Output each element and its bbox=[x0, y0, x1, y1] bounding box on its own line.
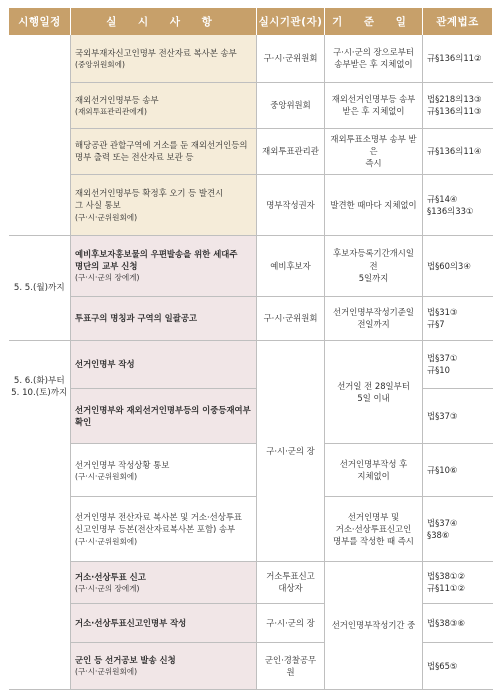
task-text: 거소·선상투표 신고 bbox=[75, 571, 146, 582]
law-cell bbox=[423, 444, 493, 496]
task-cell bbox=[71, 174, 257, 235]
task-sub: (구·시·군위원회에) bbox=[75, 471, 138, 481]
task-sub: (구·시·군의 장에게) bbox=[75, 584, 140, 593]
table-row bbox=[9, 128, 493, 174]
law-text: 법§37① bbox=[427, 353, 458, 364]
standard-text: 거소·선상투표신고인 bbox=[335, 523, 412, 534]
date-cell-continued bbox=[9, 35, 71, 235]
task-text: 그 사실 통보 bbox=[75, 200, 121, 211]
standard-cell bbox=[325, 35, 423, 82]
task-text: 재외선거인명부등 확정후 오기 등 발견시 bbox=[75, 188, 224, 199]
table-row bbox=[9, 296, 493, 340]
task-text: 선거인명부 작성상황 통보 bbox=[75, 459, 170, 470]
law-cell bbox=[423, 296, 493, 340]
task-cell bbox=[71, 603, 257, 642]
task-sub: (중앙위원회에) bbox=[75, 59, 125, 69]
law-text: 규§14④ bbox=[427, 193, 458, 204]
standard-cell bbox=[325, 444, 423, 496]
law-cell bbox=[423, 174, 493, 235]
agency-cell bbox=[257, 174, 325, 235]
agency-text: 거소투표신고 bbox=[266, 571, 315, 582]
agency-text: 재외투표관리관 bbox=[262, 146, 319, 157]
agency-text: 군인·경찰공무원 bbox=[264, 654, 317, 677]
standard-text: 발견한 때마다 지체없이 bbox=[330, 199, 417, 210]
law-text: 규§11①② bbox=[427, 583, 465, 594]
law-cell bbox=[423, 642, 493, 689]
standard-text: 받은 후 지체없이 bbox=[342, 106, 405, 117]
agency-text: 명부작성권자 bbox=[266, 199, 315, 210]
task-text: 군인 등 선거공보 발송 신청 bbox=[75, 655, 176, 666]
table-row bbox=[9, 496, 493, 561]
election-schedule-page bbox=[8, 8, 492, 690]
standard-text: 선거인명부작성기간 중 bbox=[331, 620, 416, 631]
law-text: 법§60의3④ bbox=[427, 260, 471, 271]
standard-cell bbox=[325, 296, 423, 340]
standard-text: 명부를 작성한 때 즉시 bbox=[333, 536, 414, 547]
agency-cell bbox=[257, 603, 325, 642]
table-header-row bbox=[9, 8, 493, 35]
law-text: 법§218의13③ bbox=[427, 94, 482, 105]
standard-cell bbox=[325, 174, 423, 235]
standard-text: 송부받은 후 지체없이 bbox=[334, 59, 413, 70]
agency-text: 중앙위원회 bbox=[270, 100, 311, 111]
header-task: 실 시 사 항 bbox=[71, 8, 257, 35]
law-cell bbox=[423, 388, 493, 444]
task-cell bbox=[71, 35, 257, 82]
table-row bbox=[9, 340, 493, 388]
task-cell bbox=[71, 296, 257, 340]
header-agency: 실시기관(자) bbox=[257, 8, 325, 35]
task-text: 선거인명부와 재외선거인명부등의 이중등재여부 bbox=[75, 405, 251, 415]
task-cell bbox=[71, 128, 257, 174]
agency-cell bbox=[257, 296, 325, 340]
agency-cell bbox=[257, 340, 325, 561]
date-cell bbox=[9, 340, 71, 689]
law-text: 규§10 bbox=[427, 365, 450, 376]
standard-cell bbox=[325, 82, 423, 128]
law-text: 법§38③⑥ bbox=[427, 617, 465, 628]
agency-text: 구·시·군의 장 bbox=[266, 617, 315, 628]
standard-text: 즉시 bbox=[365, 158, 382, 169]
standard-text: 선거인명부작성 후 bbox=[339, 459, 408, 470]
task-text: 예비후보자홍보물의 우편발송을 위한 세대주 bbox=[75, 249, 238, 260]
table-row bbox=[9, 444, 493, 496]
task-sub: (구·시·군위원회에) bbox=[75, 536, 138, 546]
task-text: 국외부재자신고인명부 전산자료 복사본 송부 bbox=[75, 47, 237, 58]
agency-cell bbox=[257, 82, 325, 128]
law-text: 규§10⑥ bbox=[427, 465, 458, 476]
task-cell bbox=[71, 340, 257, 388]
agency-cell bbox=[257, 128, 325, 174]
task-cell bbox=[71, 444, 257, 496]
task-cell bbox=[71, 82, 257, 128]
agency-text: 구·시·군의 장 bbox=[266, 445, 315, 456]
law-text: §136의33① bbox=[427, 205, 474, 216]
task-cell bbox=[71, 235, 257, 296]
date-text: 5. 5.(월)까지 bbox=[13, 282, 65, 293]
task-text: 선거인명부 작성 bbox=[75, 359, 135, 370]
standard-text: 재외투표소명부 송부 받은 bbox=[330, 134, 417, 157]
law-cell bbox=[423, 340, 493, 388]
task-text: 재외선거인명부등 송부 bbox=[75, 94, 159, 105]
standard-text: 전일까지 bbox=[357, 319, 390, 330]
standard-text: 선거일 전 28일부터 bbox=[337, 380, 410, 391]
standard-cell bbox=[325, 235, 423, 296]
task-text: 투표구의 명칭과 구역의 일괄공고 bbox=[75, 313, 198, 324]
standard-text: 5일까지 bbox=[358, 272, 389, 283]
law-text: 규§7 bbox=[427, 319, 445, 330]
standard-cell bbox=[325, 561, 423, 689]
standard-text: 재외선거인명부등 송부 bbox=[331, 94, 416, 105]
agency-cell bbox=[257, 642, 325, 689]
standard-text: 지체없이 bbox=[357, 471, 390, 482]
table-row bbox=[9, 174, 493, 235]
date-text: 5. 6.(화)부터 bbox=[13, 375, 65, 386]
task-cell bbox=[71, 561, 257, 603]
law-text: 법§37③ bbox=[427, 411, 458, 422]
date-cell bbox=[9, 235, 71, 340]
agency-cell bbox=[257, 235, 325, 296]
table-row bbox=[9, 82, 493, 128]
table-row bbox=[9, 35, 493, 82]
law-text: 법§37④ bbox=[427, 517, 458, 528]
task-text: 확인 bbox=[75, 417, 92, 428]
standard-text: 선거인명부작성기준일 bbox=[333, 306, 414, 317]
date-text: 5. 10.(토)까지 bbox=[11, 388, 68, 399]
agency-text: 구·시·군위원회 bbox=[263, 313, 318, 324]
law-cell bbox=[423, 603, 493, 642]
standard-cell bbox=[325, 340, 423, 444]
table-row bbox=[9, 561, 493, 603]
table-row bbox=[9, 235, 493, 296]
law-text: 규§136의11③ bbox=[427, 106, 482, 117]
law-text: §38⑥ bbox=[427, 529, 450, 540]
agency-cell bbox=[257, 35, 325, 82]
task-cell bbox=[71, 642, 257, 689]
agency-text: 예비후보자 bbox=[270, 260, 311, 271]
task-cell bbox=[71, 496, 257, 561]
law-cell bbox=[423, 561, 493, 603]
agency-cell bbox=[257, 561, 325, 603]
law-text: 법§31③ bbox=[427, 306, 458, 317]
task-text: 신고인명부 등본(전산자료복사본 포함) 송부 bbox=[75, 524, 236, 535]
law-text: 규§136의11④ bbox=[427, 146, 482, 157]
law-cell bbox=[423, 35, 493, 82]
task-sub: (재외투표관리관에게) bbox=[75, 106, 147, 116]
task-sub: (구·시·군위원회에) bbox=[75, 212, 138, 222]
standard-cell bbox=[325, 128, 423, 174]
header-date: 시행일정 bbox=[9, 8, 71, 35]
task-text: 선거인명부 전산자료 복사본 및 거소·선상투표 bbox=[75, 512, 243, 523]
task-sub: (구·시·군의 장에게) bbox=[75, 273, 140, 283]
law-cell bbox=[423, 82, 493, 128]
standard-cell bbox=[325, 496, 423, 561]
standard-text: 후보자등록기간개시일 전 bbox=[333, 248, 414, 271]
header-law: 관계법조 bbox=[423, 8, 493, 35]
law-cell bbox=[423, 496, 493, 561]
task-text: 명단의 교부 신청 bbox=[75, 261, 138, 272]
law-text: 법§38①② bbox=[427, 571, 465, 582]
law-text: 법§65⑤ bbox=[427, 660, 458, 671]
task-text: 명부 출력 또는 전산자료 보관 등 bbox=[75, 152, 194, 163]
standard-text: 5일 이내 bbox=[357, 393, 390, 404]
election-schedule-table bbox=[8, 8, 493, 690]
standard-text: 선거인명부 및 bbox=[347, 511, 400, 522]
law-cell bbox=[423, 128, 493, 174]
task-cell bbox=[71, 388, 257, 444]
task-text: 거소·선상투표신고인명부 작성 bbox=[75, 617, 187, 628]
standard-text: 구·시·군의 장으로부터 bbox=[333, 47, 414, 58]
agency-text: 대상자 bbox=[278, 583, 303, 594]
task-text: 해당공관 관할구역에 거소를 둔 재외선거인등의 bbox=[75, 140, 248, 151]
agency-text: 구·시·군위원회 bbox=[263, 53, 318, 64]
header-standard: 기 준 일 bbox=[325, 8, 423, 35]
law-text: 규§136의11② bbox=[427, 53, 482, 64]
law-cell bbox=[423, 235, 493, 296]
task-sub: (구·시·군위원회에) bbox=[75, 667, 138, 677]
